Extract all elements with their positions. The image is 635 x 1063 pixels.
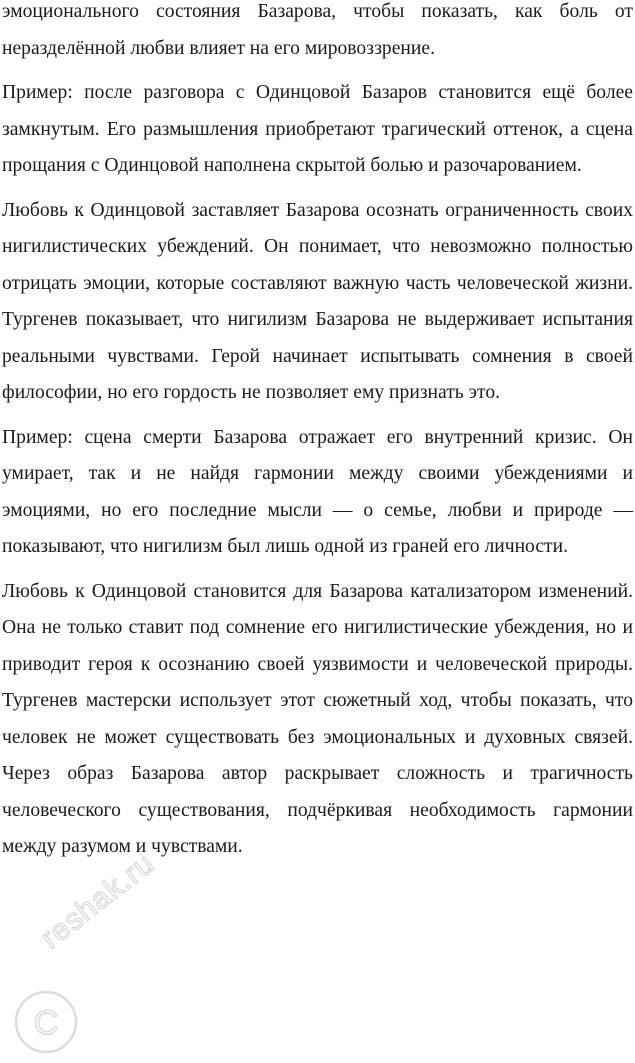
paragraph-1: эмоционального состояния Базарова, чтобы показать, как боль от неразделённой любви влияет на его мировоззрение. — [2, 1, 633, 59]
watermark-text: reshak.ru — [34, 846, 161, 956]
copyright-circle — [16, 992, 76, 1052]
copyright-letter: C — [33, 1004, 59, 1042]
document-page — [2, 0, 633, 874]
paragraph-5: Любовь к Одинцовой становится для Базарова катализатором изменений. Она не только ставит под сомнение его нигилистические убеждения, но и приводит героя к осознанию своей уязвимости и человеческой природы. Тургенев мастерски использует этот сюжетный ход, чтобы показать, что человек не может существовать без эмоциональных и духовных связей. Через образ Базарова автор раскрывает сложность и трагичность человеческого существования, подчёркивая необходимость гармонии между разумом и чувствами. — [2, 580, 633, 857]
paragraph-3: Любовь к Одинцовой заставляет Базарова осознать ограниченность своих нигилистических убеждений. Он понимает, что невозможно полностью отрицать эмоции, которые составляют важную часть человеческой жизни. Тургенев показывает, что нигилизм Базарова не выдерживает испытания реальными чувствами. Герой начинает испытывать сомнения в своей философии, но его гордость не позволяет ему признать это. — [2, 199, 633, 403]
paragraph-4: Пример: сцена смерти Базарова отражает его внутренний кризис. Он умирает, так и не найдя гармонии между своими убеждениями и эмоциями, но его последние мысли — о семье, любви и природе — показывают, что нигилизм был лишь одной из граней его личности. — [2, 426, 633, 557]
paragraph-2: Пример: после разговора с Одинцовой Базаров становится ещё более замкнутым. Его размышления приобретают трагический оттенок, а сцена прощания с Одинцовой наполнена скрытой болью и разочарованием. — [2, 82, 633, 176]
